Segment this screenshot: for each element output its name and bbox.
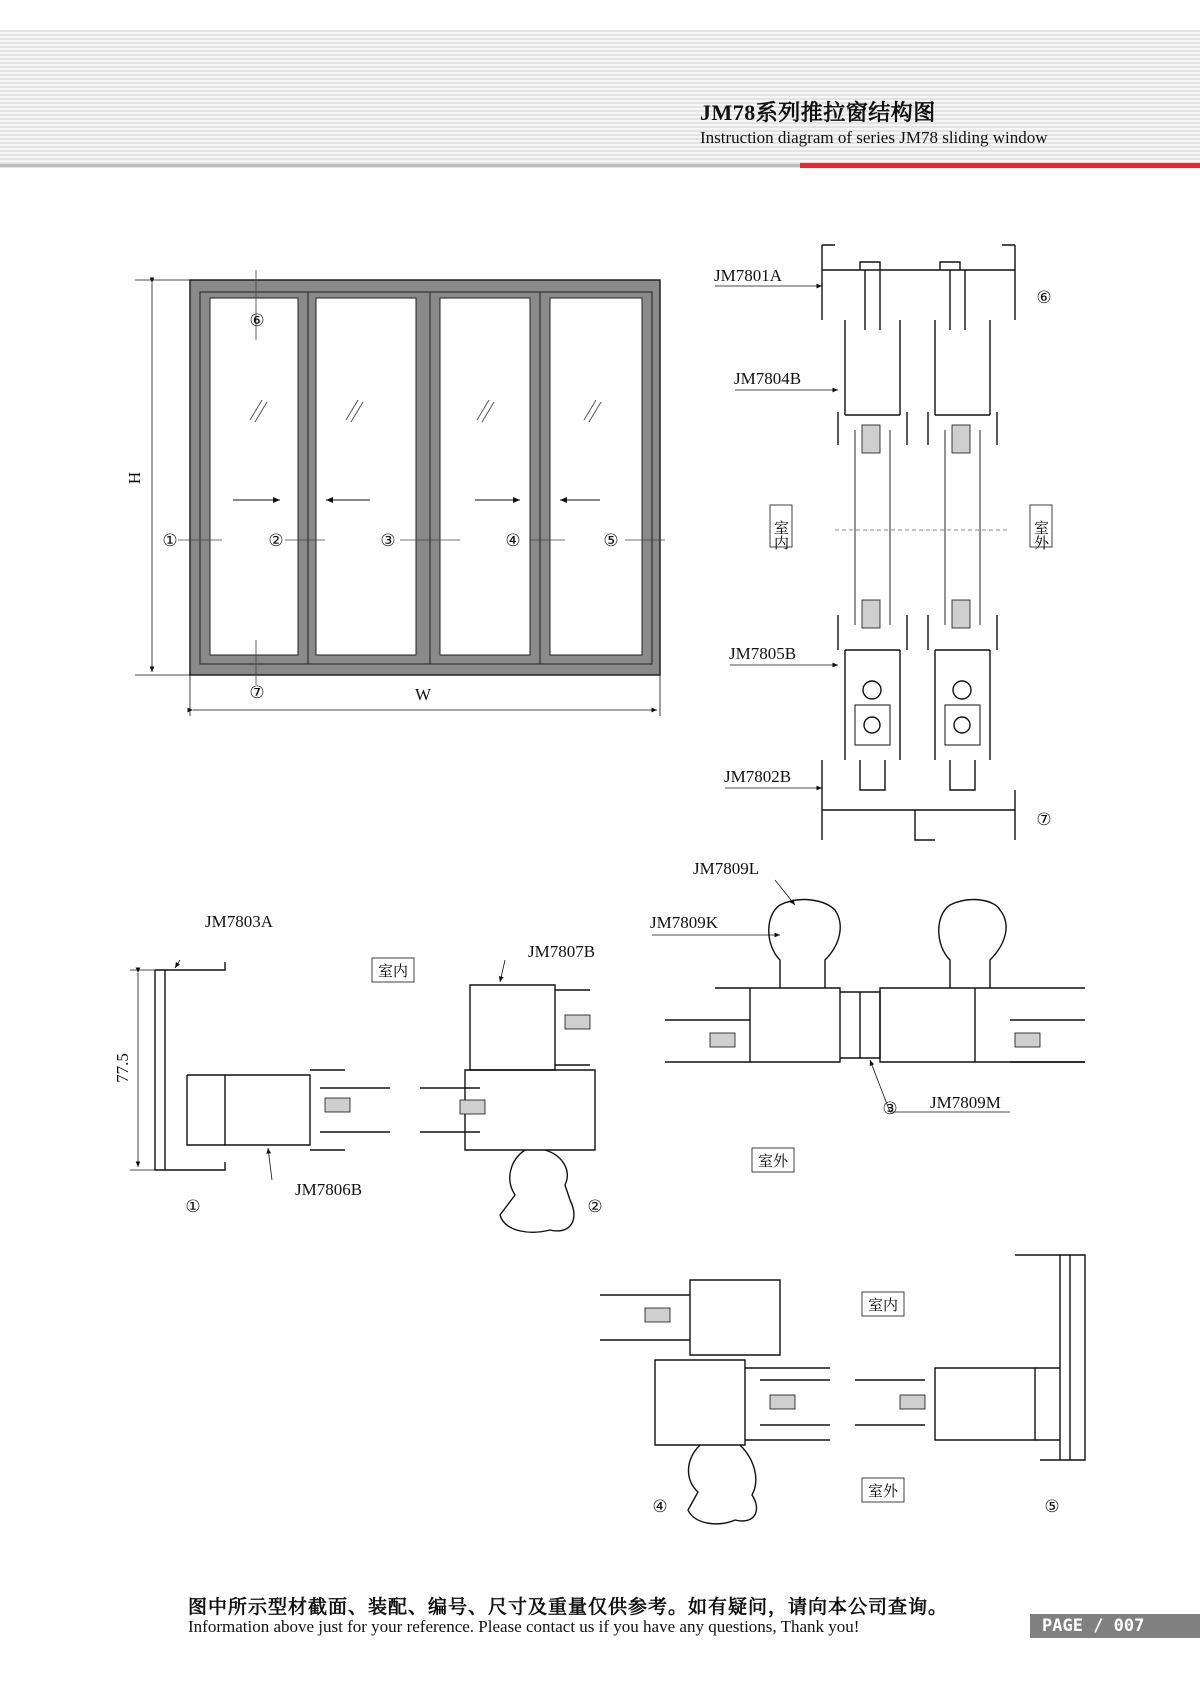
outdoor-label-4-5: 室外	[867, 1482, 899, 1500]
section-marker-4: ④	[652, 1497, 668, 1516]
elevation-marker-5: ⑤	[603, 531, 619, 550]
elevation-marker-2: ②	[268, 531, 284, 550]
height-label: H	[125, 471, 144, 485]
section-4-5	[600, 1255, 1085, 1524]
part-label-jm7802b: JM7802B	[724, 767, 792, 786]
part-label-jm7803a: JM7803A	[205, 912, 274, 931]
footer-note-cn: 图中所示型材截面、装配、编号、尺寸及重量仅供参考。如有疑问，请向本公司查询。	[188, 1596, 949, 1618]
elevation-marker-7: ⑦	[249, 683, 265, 702]
width-label: W	[414, 685, 432, 704]
section-marker-5: ⑤	[1044, 1497, 1060, 1516]
indoor-label-1-2: 室内	[377, 962, 409, 980]
elevation-marker-3: ③	[380, 531, 396, 550]
part-label-jm7806b: JM7806B	[295, 1180, 363, 1199]
footer-note-en: Information above just for your reference. Please contact us if you have any questions, Thank you!	[188, 1617, 860, 1636]
page-number-badge: PAGE / 007	[1030, 1614, 1200, 1638]
elevation-marker-4: ④	[505, 531, 521, 550]
part-label-jm7809m: JM7809M	[930, 1093, 1001, 1112]
section-marker-2: ②	[587, 1197, 603, 1216]
part-label-jm7804b: JM7804B	[734, 369, 802, 388]
part-label-jm7809k: JM7809K	[650, 913, 719, 932]
outdoor-label-3: 室外	[757, 1152, 789, 1170]
indoor-label-vertical: 室内	[772, 520, 790, 550]
section-marker-1: ①	[185, 1197, 201, 1216]
outdoor-label-vertical: 室外	[1032, 520, 1050, 550]
elevation-marker-1: ①	[162, 531, 178, 550]
elevation-marker-6: ⑥	[249, 311, 265, 330]
section-1-2	[130, 960, 595, 1232]
page-title-cn: JM78系列推拉窗结构图	[700, 100, 936, 125]
part-label-jm7801a: JM7801A	[714, 266, 783, 285]
part-label-jm7807b: JM7807B	[528, 942, 596, 961]
vertical-marker-6: ⑥	[1036, 288, 1052, 307]
indoor-label-4-5: 室内	[867, 1296, 899, 1314]
vertical-section	[715, 245, 1015, 840]
window-elevation	[125, 270, 665, 716]
vertical-marker-7: ⑦	[1036, 810, 1052, 829]
section-marker-3: ③	[882, 1099, 898, 1118]
page-title-en: Instruction diagram of series JM78 sliding window	[700, 128, 1048, 147]
part-label-jm7805b: JM7805B	[729, 644, 797, 663]
part-label-jm7809l: JM7809L	[693, 859, 760, 878]
dimension-77-5: 77.5	[113, 1053, 132, 1083]
